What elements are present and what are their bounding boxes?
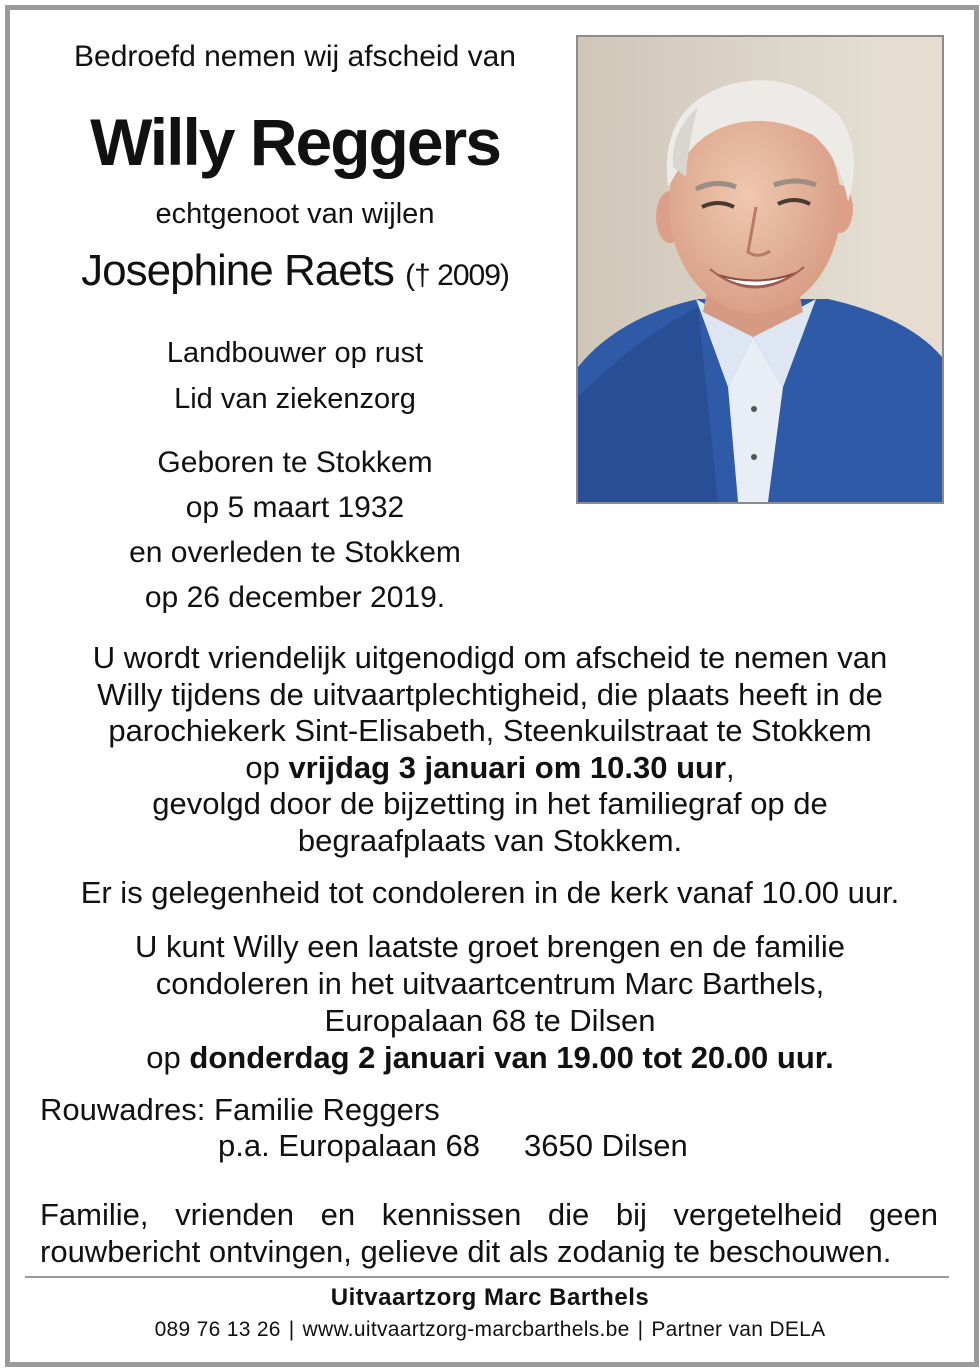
invitation-line: U wordt vriendelijk uitgenodigd om afscheid te nemen van <box>92 640 888 675</box>
birth-death-line: op 26 december 2019. <box>144 581 446 614</box>
phone-number: 089 76 13 26 <box>154 1318 281 1341</box>
separator: | <box>637 1318 644 1341</box>
birth-death <box>40 440 550 620</box>
invitation-line: parochiekerk Sint-Elisabeth, Steenkuilstraat te Stokkem <box>108 713 872 749</box>
footer-contacts <box>30 1318 950 1342</box>
notice-text: Familie, vrienden en kennissen die bij vergetelheid geen rouwbericht ontvingen, gelieve dit als zodanig te beschouwen. <box>40 1197 938 1269</box>
occupation-line: Landbouwer op rust <box>166 337 424 369</box>
intro-text: Bedroefd nemen wij afscheid van <box>74 40 516 73</box>
birth-death-line: Geboren te Stokkem <box>157 446 433 479</box>
birth-death-line: en overleden te Stokkem <box>129 536 461 569</box>
website-link[interactable]: www.uitvaartzorg-marcbarthels.be <box>302 1318 630 1341</box>
partner-text: Partner van DELA <box>651 1318 826 1341</box>
deceased-name: Willy Reggers <box>90 105 500 179</box>
occupation <box>40 330 550 422</box>
undertaker-name: Uitvaartzorg Marc Barthels <box>330 1284 650 1311</box>
church-condolence: Er is gelegenheid tot condoleren in de kerk vanaf 10.00 uur. <box>80 875 900 910</box>
invitation-line: Willy tijdens de uitvaartplechtigheid, die plaats heeft in de <box>97 676 883 712</box>
address-street: p.a. Europalaan 68 <box>218 1128 480 1163</box>
portrait-photo <box>576 35 944 504</box>
condolence-date: donderdag 2 januari van 19.00 tot 20.00 uur. <box>189 1040 834 1075</box>
spouse-name: Josephine Raets <box>81 246 394 295</box>
condolence-date-line <box>30 1039 950 1076</box>
ceremony-invitation <box>30 640 950 860</box>
ceremony-date-line <box>30 750 950 787</box>
footer-divider <box>25 1276 949 1278</box>
date-prefix: op <box>146 1040 190 1075</box>
date-suffix: , <box>726 749 735 785</box>
spouse-died: († 2009) <box>405 259 509 292</box>
condolence-line: Europalaan 68 te Dilsen <box>324 1003 656 1038</box>
center-condolence <box>30 928 950 1076</box>
mourning-address <box>218 1128 688 1164</box>
mourning-address-label: Rouwadres: Familie Reggers <box>40 1092 440 1127</box>
spouse-intro: echtgenoot van wijlen <box>155 198 435 230</box>
spouse-line <box>40 246 550 296</box>
condolence-line: condoleren in het uitvaartcentrum Marc Barthels, <box>155 966 825 1001</box>
condolence-line: U kunt Willy een laatste groet brengen en de familie <box>135 929 845 964</box>
ceremony-date: vrijdag 3 januari om 10.30 uur <box>288 749 727 785</box>
invitation-line: gevolgd door de bijzetting in het familiegraf op de <box>152 786 828 822</box>
occupation-line: Lid van ziekenzorg <box>174 383 416 415</box>
birth-death-line: op 5 maart 1932 <box>185 491 405 524</box>
portrait-illustration <box>578 37 942 502</box>
separator: | <box>288 1318 295 1341</box>
address-city: 3650 Dilsen <box>524 1128 688 1163</box>
date-prefix: op <box>245 749 289 785</box>
invitation-line: begraafplaats van Stokkem. <box>297 822 683 858</box>
